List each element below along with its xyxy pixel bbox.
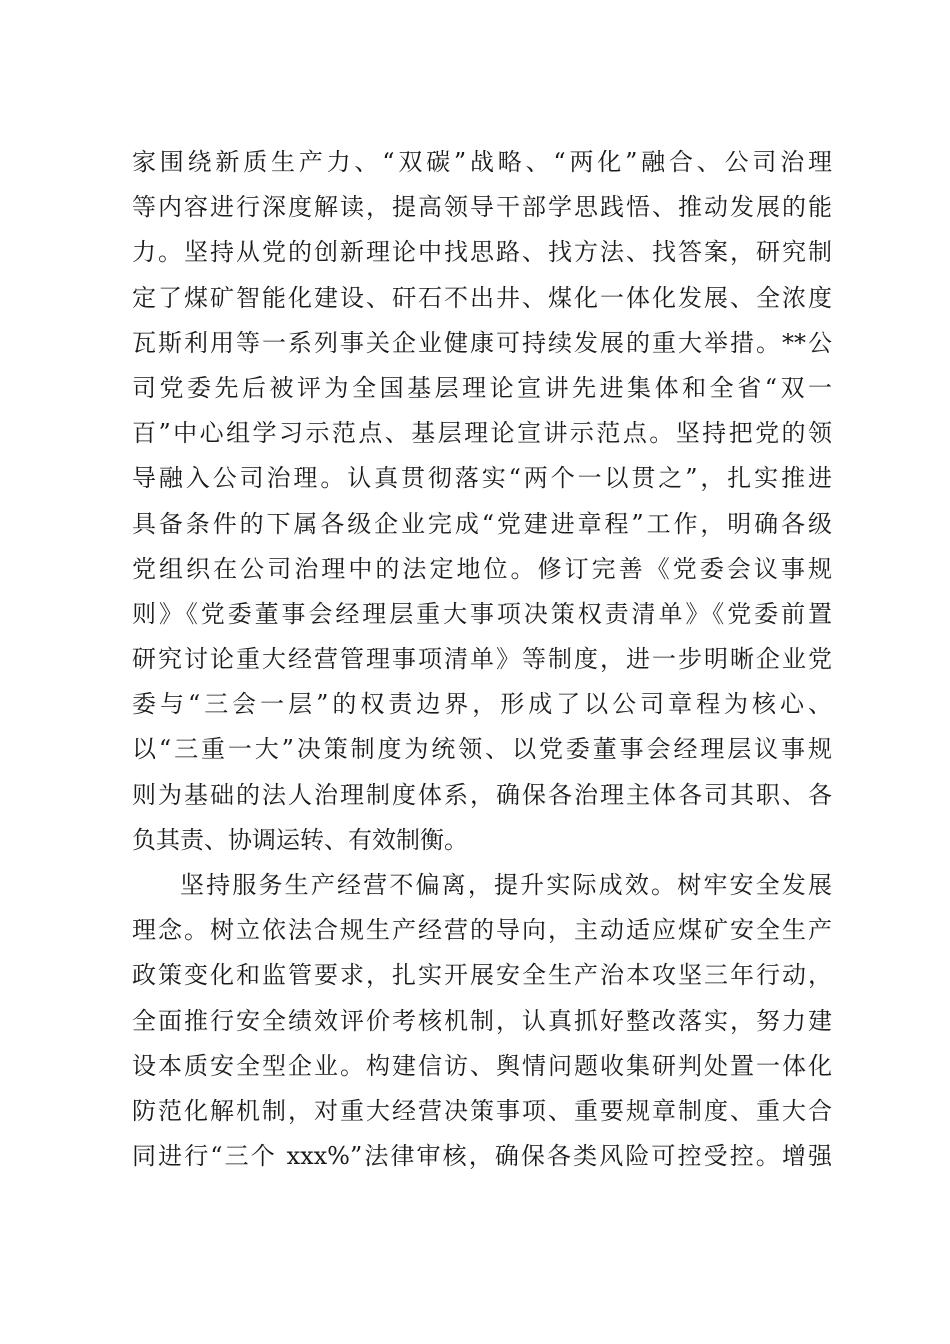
text-line: 政策变化和监管要求，扎实开展安全生产治本攻坚三年行动， xyxy=(132,961,832,990)
text-line: 导融入公司治理。认真贯彻落实“两个一以贯之”，扎实推进 xyxy=(132,464,832,493)
text-line: 委与“三会一层”的权责边界，形成了以公司章程为核心、 xyxy=(132,690,832,719)
text-line: 等内容进行深度解读，提高领导干部学思践悟、推动发展的能 xyxy=(132,193,832,222)
text-line: 党组织在公司治理中的法定地位。修订完善《党委会议事规 xyxy=(132,554,832,583)
text-line: 设本质安全型企业。构建信访、舆情问题收集研判处置一体化 xyxy=(132,1051,832,1080)
text-line: 具备条件的下属各级企业完成“党建进章程”工作，明确各级 xyxy=(132,509,832,538)
text-line: 力。坚持从党的创新理论中找思路、找方法、找答案，研究制 xyxy=(132,238,832,267)
text-line: 家围绕新质生产力、“双碳”战略、“两化”融合、公司治理 xyxy=(132,148,832,176)
text-line: 防范化解机制，对重大经营决策事项、重要规章制度、重大合 xyxy=(132,1096,832,1125)
text-line: 则》《党委董事会经理层重大事项决策权责清单》《党委前置 xyxy=(132,599,832,628)
text-line: 瓦斯利用等一系列事关企业健康可持续发展的重大举措。**公 xyxy=(132,328,832,357)
text-line: 司党委先后被评为全国基层理论宣讲先进集体和全省“双一 xyxy=(132,373,832,402)
text-line: 理念。树立依法合规生产经营的导向，主动适应煤矿安全生产 xyxy=(132,916,832,945)
body-text xyxy=(132,140,832,1179)
text-line: 百”中心组学习示范点、基层理论宣讲示范点。坚持把党的领 xyxy=(132,419,832,448)
text-line: 以“三重一大”决策制度为统领、以党委董事会经理层议事规 xyxy=(132,735,832,764)
text-line: 同进行“三个 xxx%”法律审核，确保各类风险可控受控。增强 xyxy=(132,1142,832,1171)
paragraph-first-line: 坚持服务生产经营不偏离，提升实际成效。树牢安全发展 xyxy=(180,871,832,899)
text-line: 研究讨论重大经营管理事项清单》等制度，进一步明晰企业党 xyxy=(132,645,832,674)
paragraph-end-line: 负其责、协调运转、有效制衡。 xyxy=(132,825,468,854)
text-line: 则为基础的法人治理制度体系，确保各治理主体各司其职、各 xyxy=(132,780,832,809)
text-line: 定了煤矿智能化建设、矸石不出井、煤化一体化发展、全浓度 xyxy=(132,283,832,312)
text-line: 全面推行安全绩效评价考核机制，认真抓好整改落实，努力建 xyxy=(132,1006,832,1035)
